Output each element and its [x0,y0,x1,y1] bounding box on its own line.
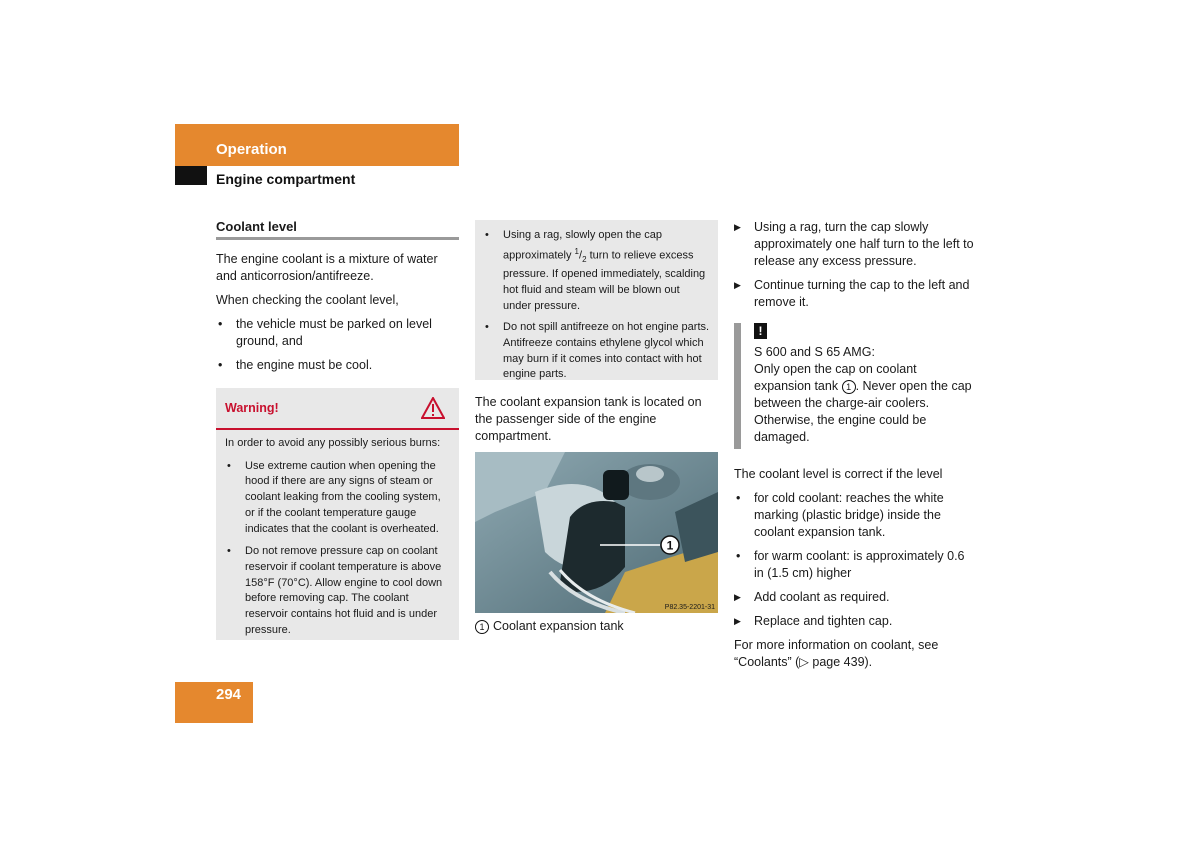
warning-body [216,430,459,638]
coolant-level-heading: Coolant level [216,219,297,234]
engine-illustration [475,452,718,613]
page-number-box [175,682,253,723]
page-number: 294 [216,686,242,703]
subsection-title: Engine compartment [216,171,356,187]
engine-photo [475,452,718,613]
note-body [754,361,976,446]
step-item: ▶ Add coolant as required. [734,589,977,606]
list-item: • for warm coolant: is approximately 0.6 in (1.5 cm) higher [734,548,977,582]
step-item: ▶ Using a rag, turn the cap slowly approximately one half turn to the left to release any excess pressure. [734,219,977,270]
warning-label: Warning! [225,401,279,415]
text-span: turn to relieve excess pressure. If opened immediately, scalding hot fluid and steam will be blown out under pressure. [503,249,706,312]
list-item: • the engine must be cool. [216,357,459,374]
text-span: . Never open the cap between the charge-air coolers. Otherwise, the engine could be damaged. [754,379,972,444]
step-item: ▶ Replace and tighten cap. [734,613,977,630]
note-bar [734,323,741,449]
steps-top [734,219,977,311]
level-intro: The coolant level is correct if the level [734,467,943,481]
list-item: • Do not remove pressure cap on coolant reservoir if coolant temperature is above 158°F (70°C). Allow engine to cool down before removing cap. The coolant reservoir contains hot fluid and is under pressure. [225,544,450,638]
warning-header [216,388,459,430]
text-span: Only open the cap on coolant expansion tank [754,362,917,393]
level-section [734,466,977,671]
more-info-paragraph: For more information on coolant, see “Coolants” (▷ page 439). [734,638,939,669]
checking-paragraph: When checking the coolant level, [216,293,399,307]
warning-box [216,388,459,640]
note-text [754,344,976,446]
location-paragraph: The coolant expansion tank is located on the passenger side of the engine compartment. [475,395,702,443]
list-item: • Using a rag, slowly open the cap approximately $^1/_2$ turn to relieve excess pressure. If opened immediately, scalding hot fluid and steam will be blown out under pressure. [483,228,710,314]
text-span: Using a rag, slowly open the cap approximately [503,229,662,262]
list-item: • Use extreme caution when opening the hood if there are any signs of steam or coolant leaking from the cooling system, or if the coolant temperature gauge indicates that the coolant is overheated. [225,459,450,538]
section-title: Operation [216,141,287,158]
caution-box [475,220,718,380]
warning-triangle-icon [421,397,445,419]
fraction-numerator: 1 [574,246,579,256]
list-item: • Do not spill antifreeze on hot engine parts. Antifreeze contains ethylene glycol which may burn if it comes into contact with hot engine parts. [483,320,710,383]
callout-number: 1 [475,620,489,634]
exclamation-icon: ! [754,323,767,339]
photo-callout-number: 1 [666,538,674,553]
section-marker [175,166,207,185]
photo-caption [475,619,624,634]
warning-intro: In order to avoid any possibly serious burns: [225,437,441,449]
fraction-denominator: 2 [582,254,587,264]
note-models: S 600 and S 65 AMG: [754,345,875,359]
heading-rule [216,237,459,240]
intro-paragraph: The engine coolant is a mixture of water and anticorrosion/antifreeze. [216,252,438,283]
photo-code: P82.35-2201-31 [664,604,715,611]
left-text [216,251,459,374]
caption-text: Coolant expansion tank [493,619,624,633]
step-item: ▶ Continue turning the cap to the left and remove it. [734,277,977,311]
list-item: • for cold coolant: reaches the white marking (plastic bridge) inside the coolant expansion tank. [734,490,977,541]
callout-number: 1 [842,380,856,394]
list-item: • the vehicle must be parked on level ground, and [216,316,459,350]
